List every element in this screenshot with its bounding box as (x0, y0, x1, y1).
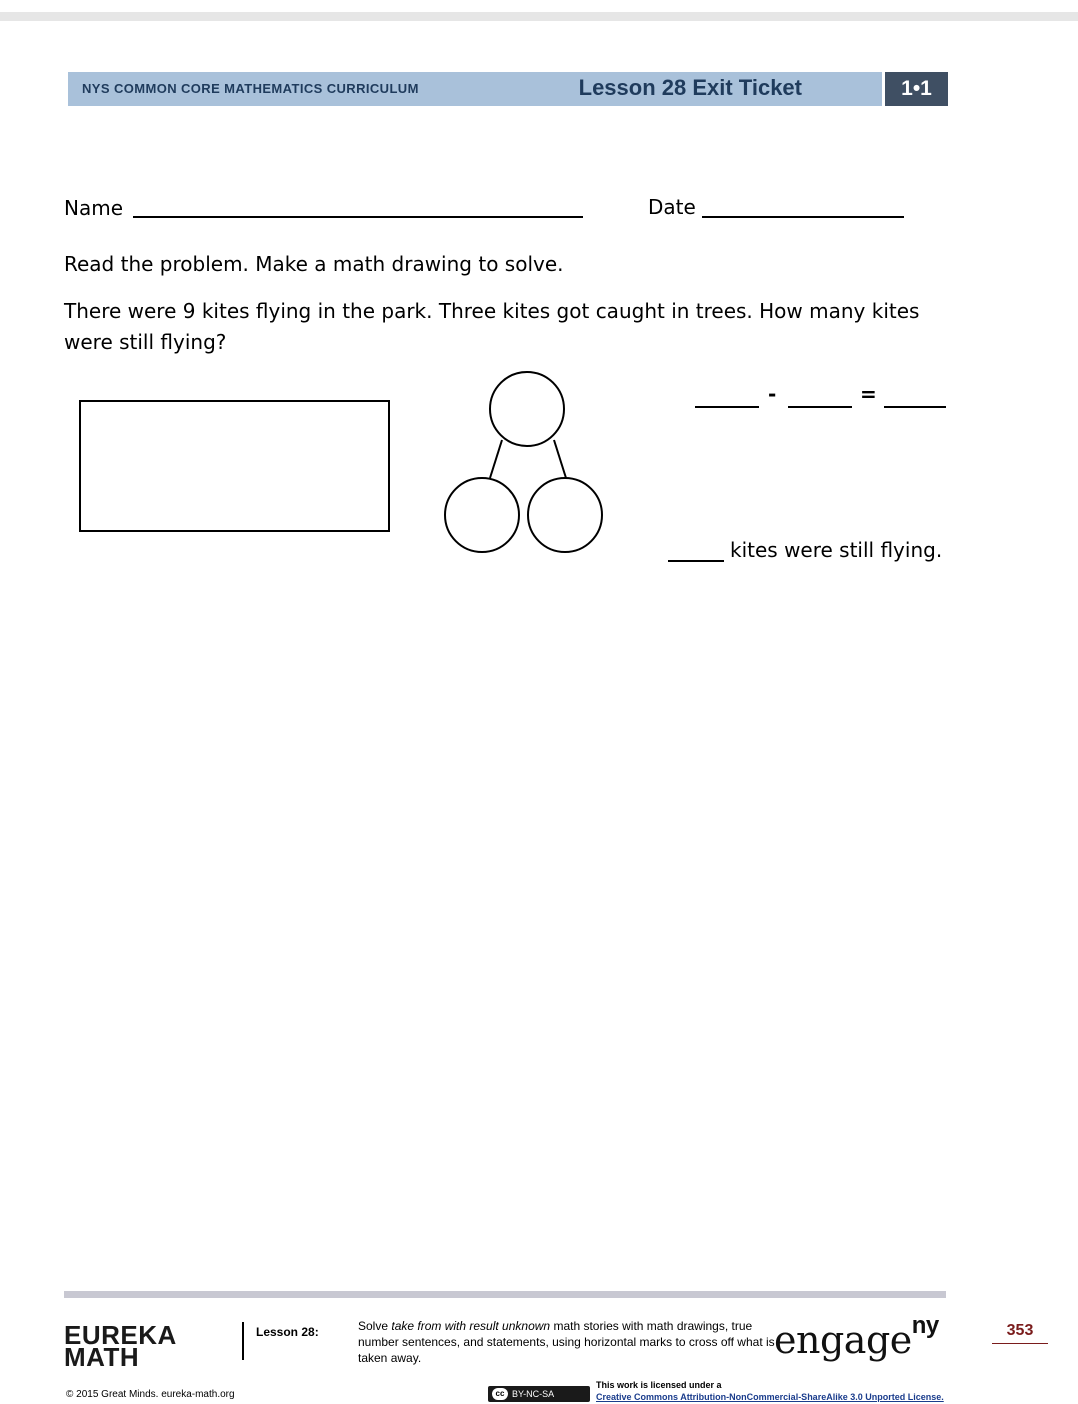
problem-line-1: There were 9 kites flying in the park. Three kites got caught in trees. How many kites (64, 299, 920, 323)
number-bond (440, 368, 610, 558)
minus-sign: - (768, 382, 777, 406)
sentence-blank-2[interactable] (788, 406, 852, 408)
equals-sign: = (860, 382, 877, 406)
logo-line-1: EUREKA (64, 1320, 177, 1350)
instructions: Read the problem. Make a math drawing to solve. (64, 252, 564, 276)
lesson-title: Lesson 28 Exit Ticket (578, 75, 802, 100)
page-number: 353 (992, 1322, 1048, 1344)
bond-part-right-circle[interactable] (528, 478, 602, 552)
footer-separator (242, 1322, 244, 1360)
date-field[interactable] (702, 216, 904, 218)
answer-statement: kites were still flying. (730, 538, 943, 562)
cc-license-badge (488, 1386, 590, 1402)
license-text: This work is licensed under a (596, 1380, 722, 1390)
name-label: Name (64, 196, 124, 220)
top-strip (0, 12, 1078, 21)
grade-module-badge: 1•1 (885, 72, 948, 106)
engageny-logo (774, 1312, 939, 1362)
number-sentence (695, 382, 950, 412)
desc-end: math stories with math drawings, true number sentences, and statements, using horizontal marks to cross off what is taken away. (358, 1319, 775, 1365)
footer-lesson-label: Lesson 28: (256, 1325, 319, 1339)
bond-part-left-circle[interactable] (445, 478, 519, 552)
header-bar (68, 72, 882, 106)
license-link[interactable]: Creative Commons Attribution-NonCommercial-ShareAlike 3.0 Unported License. (596, 1392, 944, 1402)
engage-text: engage (774, 1318, 912, 1362)
math-drawing-box[interactable] (79, 400, 390, 532)
date-label: Date (648, 195, 696, 219)
logo-line-2: MATH (64, 1342, 140, 1372)
desc-start: Solve (358, 1319, 392, 1333)
cc-icon: cc (492, 1388, 508, 1400)
sentence-blank-3[interactable] (884, 406, 946, 408)
eureka-math-logo (64, 1320, 177, 1372)
cc-badge-text: BY-NC-SA (512, 1389, 555, 1399)
page-header (68, 72, 948, 106)
problem-line-2: were still flying? (64, 330, 227, 354)
footer-divider (64, 1291, 946, 1298)
copyright: © 2015 Great Minds. eureka-math.org (66, 1389, 235, 1400)
bond-right-line (554, 440, 566, 478)
bond-left-line (490, 440, 502, 478)
sentence-blank-1[interactable] (695, 406, 759, 408)
engage-sup: ny (911, 1312, 939, 1339)
curriculum-title: NYS COMMON CORE MATHEMATICS CURRICULUM (82, 81, 419, 96)
name-field[interactable] (133, 216, 583, 218)
bond-whole-circle[interactable] (490, 372, 564, 446)
answer-blank[interactable] (668, 560, 724, 562)
footer-lesson-description (358, 1318, 778, 1366)
desc-italic: take from with result unknown (391, 1319, 551, 1333)
